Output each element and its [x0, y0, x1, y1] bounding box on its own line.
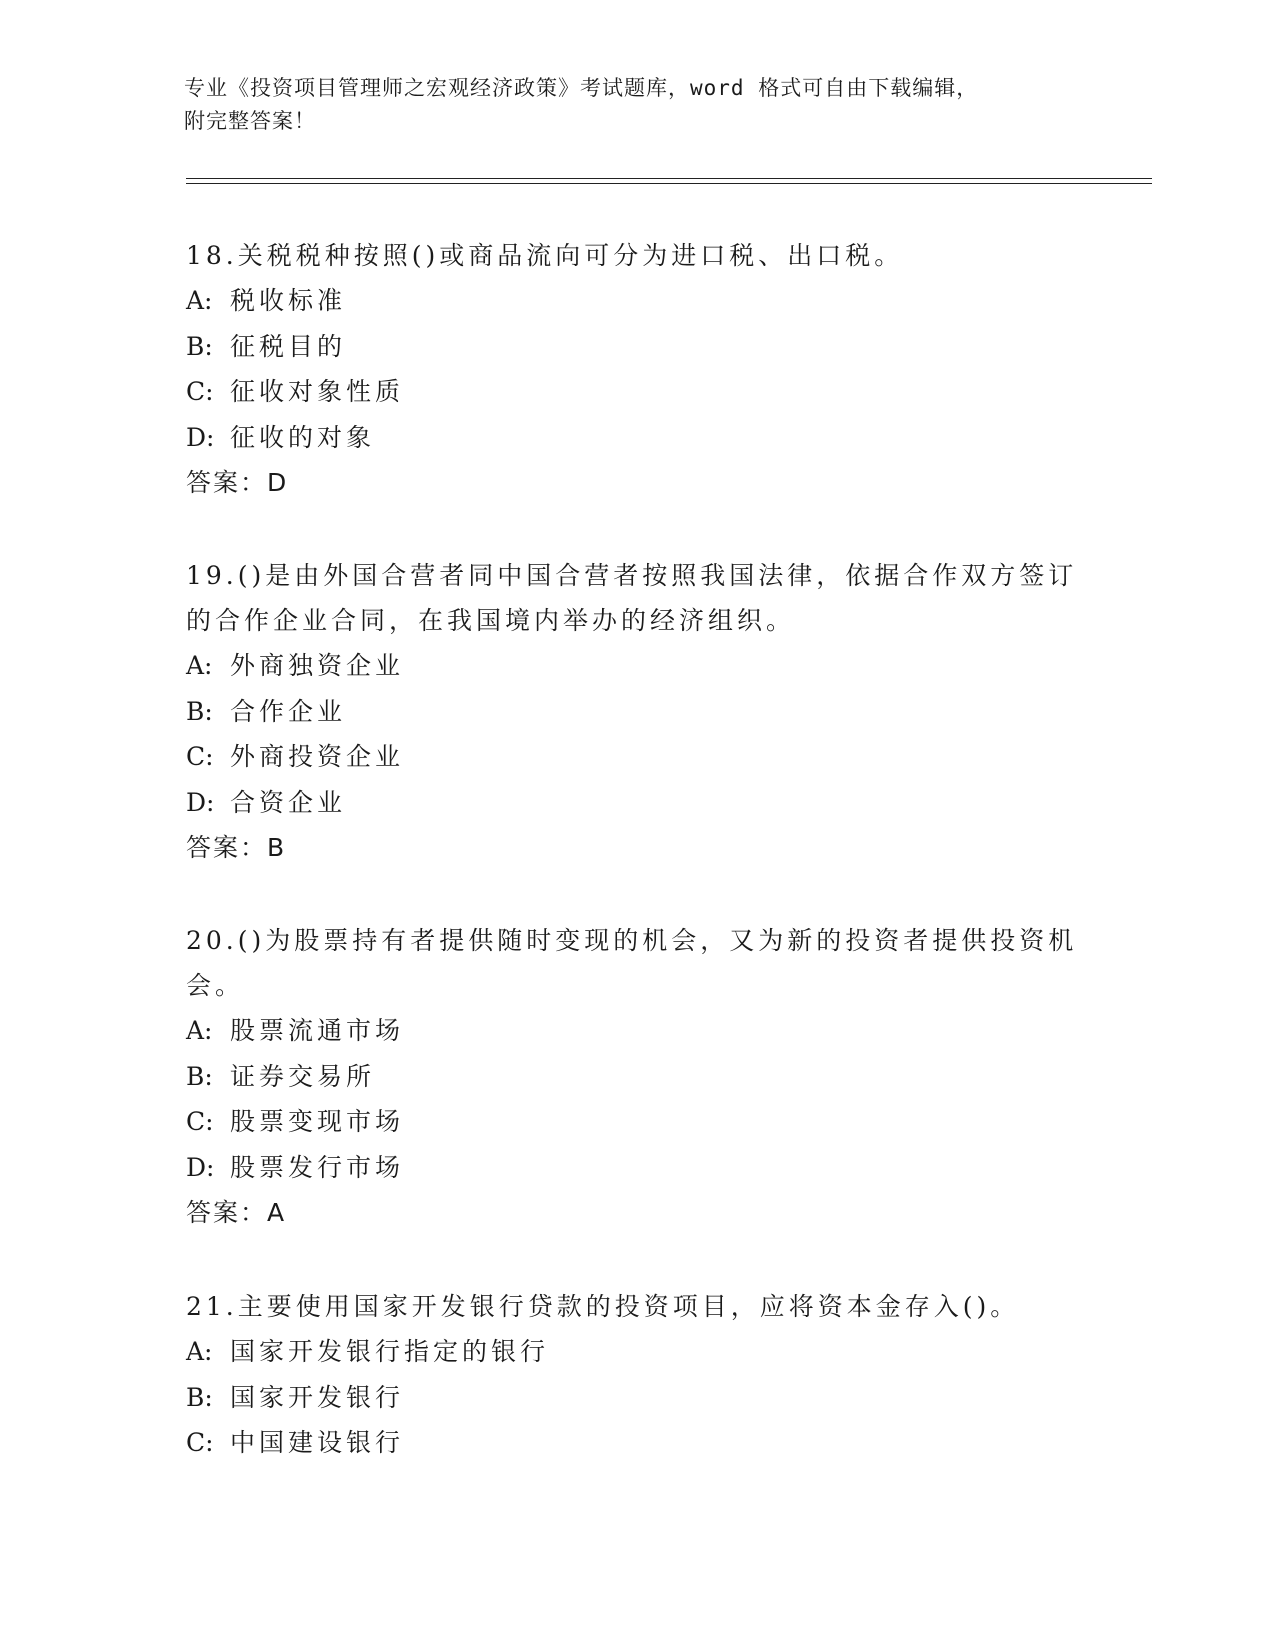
option-letter: A:	[186, 1337, 213, 1366]
option-letter: C:	[186, 377, 214, 406]
option-a	[186, 1008, 1086, 1054]
option-c	[186, 1099, 1086, 1145]
option-letter: D:	[186, 422, 215, 452]
option-c	[186, 1420, 1086, 1466]
option-text: 外商独资企业	[230, 651, 405, 680]
question-stem: 19.()是由外国合营者同中国合营者按照我国法律，依据合作双方签订的合作企业合同，在我国境内举办的经济组织。	[186, 561, 1078, 635]
option-letter: B:	[186, 1061, 213, 1091]
question-stem: 20.()为股票持有者提供随时变现的机会，又为新的投资者提供投资机会。	[186, 926, 1078, 1000]
header-line-2: 附完整答案！	[184, 109, 316, 133]
option-letter: B:	[186, 696, 213, 726]
option-b	[186, 1375, 1086, 1421]
answer-line: 答案：D	[186, 468, 289, 497]
header-divider-top	[186, 178, 1152, 179]
option-text: 合资企业	[230, 787, 347, 817]
option-text: 证券交易所	[230, 1061, 376, 1091]
option-letter: C:	[186, 1428, 214, 1457]
answer-line: 答案：A	[186, 1198, 287, 1227]
option-d	[186, 415, 1086, 461]
question-21	[186, 1284, 1086, 1466]
option-letter: D:	[186, 787, 215, 817]
option-c	[186, 734, 1086, 780]
option-letter: C:	[186, 742, 214, 771]
option-b	[186, 1054, 1086, 1100]
option-c	[186, 369, 1086, 415]
option-text: 税收标准	[230, 286, 347, 315]
option-text: 外商投资企业	[230, 742, 405, 771]
option-letter: D:	[186, 1152, 215, 1182]
option-text: 国家开发银行指定的银行	[230, 1337, 550, 1366]
option-letter: A:	[186, 651, 213, 680]
option-d	[186, 780, 1086, 826]
answer-line: 答案：B	[186, 833, 287, 862]
question-19	[186, 553, 1086, 870]
option-a	[186, 278, 1086, 324]
option-a	[186, 643, 1086, 689]
option-text: 股票流通市场	[230, 1016, 405, 1045]
question-stem: 18.关税税种按照()或商品流向可分为进口税、出口税。	[186, 241, 904, 270]
header-divider-bottom	[186, 183, 1152, 184]
question-20	[186, 918, 1086, 1235]
option-letter: A:	[186, 286, 213, 315]
option-b	[186, 324, 1086, 370]
question-18	[186, 233, 1086, 505]
option-text: 征收对象性质	[230, 377, 405, 406]
option-d	[186, 1145, 1086, 1191]
option-b	[186, 689, 1086, 735]
option-text: 国家开发银行	[230, 1382, 405, 1412]
document-header	[184, 72, 1084, 138]
option-letter: A:	[186, 1016, 213, 1045]
option-letter: B:	[186, 331, 213, 361]
option-text: 股票发行市场	[230, 1152, 405, 1182]
option-text: 合作企业	[230, 696, 347, 726]
option-letter: C:	[186, 1107, 214, 1136]
option-text: 股票变现市场	[230, 1107, 405, 1136]
question-stem: 21.主要使用国家开发银行贷款的投资项目，应将资本金存入()。	[186, 1292, 1020, 1321]
option-text: 征税目的	[230, 331, 347, 361]
option-letter: B:	[186, 1382, 213, 1412]
option-a	[186, 1329, 1086, 1375]
option-text: 征收的对象	[230, 422, 376, 452]
option-text: 中国建设银行	[230, 1428, 405, 1457]
header-line-1: 专业《投资项目管理师之宏观经济政策》考试题库，word 格式可自由下载编辑，	[184, 76, 979, 100]
